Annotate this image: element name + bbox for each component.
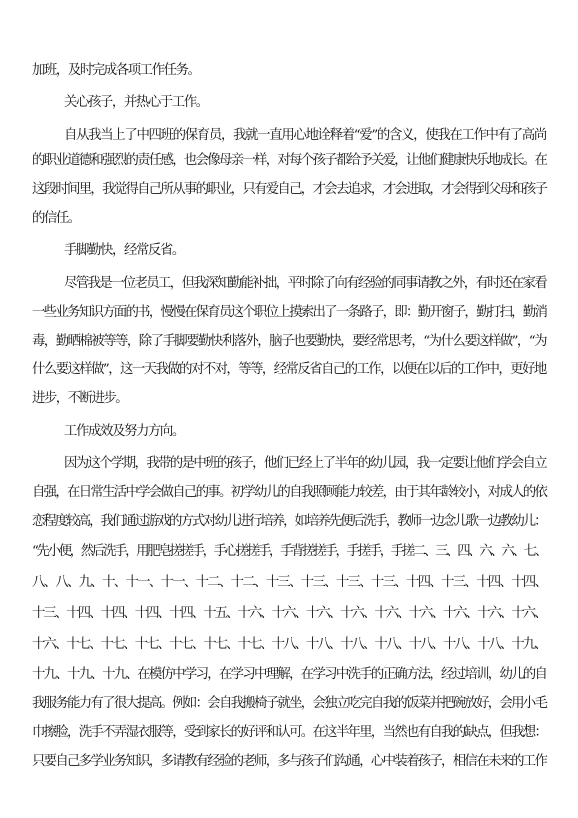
text-line: 这段时间里，我觉得自己所从事的职业，只有爱自己，才会去追求，才会进取，才会得到父母和孩子 bbox=[32, 182, 547, 197]
text-line: 十九、十九、十九、在模仿中学习，在学习中理解，在学习中洗手的正确方法，经过培训，幼儿的自 bbox=[32, 667, 547, 682]
text-line: 恋程度较高，我们通过游戏的方式对幼儿进行培养，如培养先便后洗手，教师一边念儿歌一边教幼儿： bbox=[32, 514, 546, 529]
text-line: 什么要这样做”，这一天我做的对不对，等等，经常反省自己的工作，以便在以后的工作中，更好地 bbox=[32, 362, 546, 377]
text-line: 的职业道德和强烈的责任感，也会像母亲一样，对每个孩子都给予关爱，让他们健康快乐地成长。在 bbox=[32, 153, 547, 168]
section-heading: 关心孩子，并热心于工作。 bbox=[64, 95, 208, 110]
text-line: 的信任。 bbox=[32, 211, 80, 226]
text-line: 自强，在日常生活中学会做自己的事。初学幼儿的自我照顾能力较差，由于其年龄较小，对成人的依 bbox=[32, 485, 547, 500]
section-heading: 手脚勤快，经常反省。 bbox=[64, 243, 184, 258]
text-line: 十三、十四、十四、十四、十四、十五、十六、十六、十六、十六、十六、十六、十六、十六、十六、 bbox=[32, 606, 546, 621]
text-line: 尽管我是一位老员工，但我深知勤能补拙，平时除了向有经验的同事请教之外，有时还在家看 bbox=[64, 276, 547, 291]
text-line: 进步，不断进步。 bbox=[32, 391, 128, 406]
text-line: 我服务能力有了很大提高。例如：会自我搬椅子就坐，会独立吃完自我的饭菜并把碗放好，会用小毛 bbox=[32, 696, 547, 711]
text-line: 一些业务知识方面的书，慢慢在保育员这个职位上摸索出了一条路子，即：勤开窗子，勤打扫，勤消 bbox=[32, 305, 547, 320]
text-line: “先小便，然后洗手，用肥皂搓搓手，手心搓搓手，手背搓搓手，手搓手，手搓二、三、四、六、六、七、 bbox=[32, 544, 546, 559]
text-line: 自从我当上了中四班的保育员，我就一直用心地诠释着“爱”的含义，使我在工作中有了高尚 bbox=[64, 128, 546, 143]
text-line: 毒，勤晒棉被等等，除了手脚要勤快利落外，脑子也要勤快，要经常思考，“为什么要这样做”，“为 bbox=[32, 334, 546, 349]
text-line: 八、八、九、十、十一、十一、十二、十二、十三、十三、十三、十三、十四、十三、十四、十四、 bbox=[32, 575, 547, 590]
text-line: 加班，及时完成各项工作任务。 bbox=[32, 63, 200, 78]
text-line: 巾擦脸，洗手不弄湿衣服等，受到家长的好评和认可。在这半年里，当然也有自我的缺点，但我想： bbox=[32, 725, 547, 740]
section-heading: 工作成效及努力方向。 bbox=[64, 424, 184, 439]
text-line: 十六、十七、十七、十七、十七、十七、十七、十八、十八、十八、十八、十八、十八、十八、十九、 bbox=[32, 637, 546, 652]
text-line: 只要自己多学业务知识，多请教有经验的老师，多与孩子们沟通，心中装着孩子，相信在未来的工作 bbox=[32, 754, 547, 769]
text-line: 因为这个学期，我带的是中班的孩子，他们已经上了半年的幼儿园，我一定要让他们学会自立 bbox=[64, 456, 547, 471]
